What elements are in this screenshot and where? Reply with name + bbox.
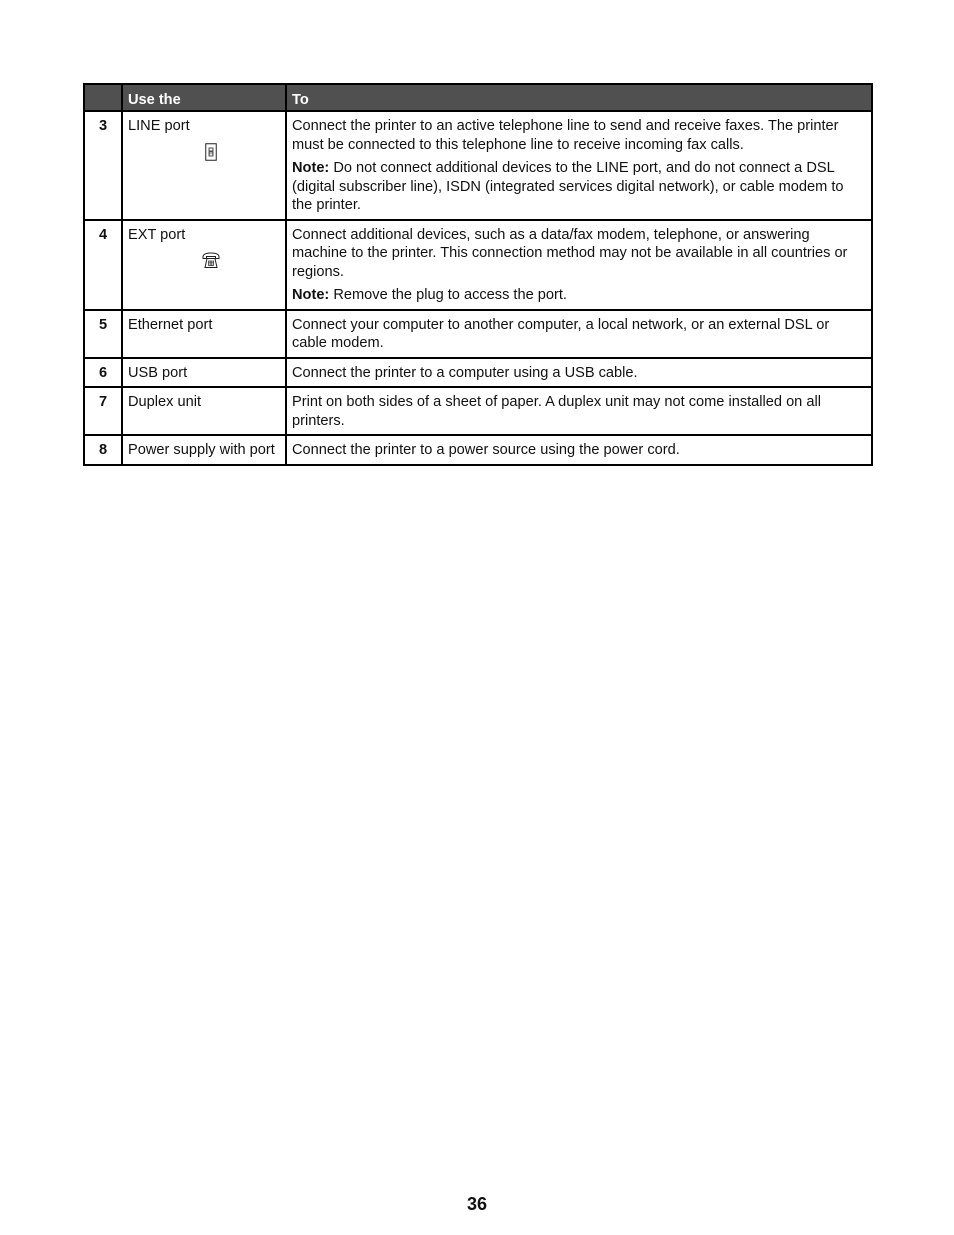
row-use-label: Ethernet port bbox=[122, 310, 286, 358]
row-number: 8 bbox=[84, 435, 122, 465]
table-row bbox=[84, 435, 872, 465]
telephone-icon bbox=[201, 251, 221, 269]
table-row bbox=[84, 111, 872, 220]
row-description: Connect your computer to another computer, a local network, or an external DSL or cable modem. bbox=[286, 310, 872, 358]
row-use-cell bbox=[122, 111, 286, 220]
table-row bbox=[84, 220, 872, 310]
page-number: 36 bbox=[466, 1194, 488, 1214]
table-row bbox=[84, 387, 872, 435]
row-description: Print on both sides of a sheet of paper. A duplex unit may not come installed on all printers. bbox=[286, 387, 872, 435]
table-row bbox=[84, 358, 872, 388]
row-number: 5 bbox=[84, 310, 122, 358]
note-label: Note: bbox=[292, 160, 330, 176]
ports-table bbox=[83, 83, 873, 466]
row-number: 7 bbox=[84, 387, 122, 435]
row-description-cell bbox=[286, 220, 872, 310]
row-use-label: Duplex unit bbox=[122, 387, 286, 435]
table-row bbox=[84, 310, 872, 358]
row-use-label: EXT port bbox=[128, 226, 186, 243]
table-header-row bbox=[84, 84, 872, 111]
header-to: To bbox=[286, 84, 872, 111]
row-description: Connect the printer to a computer using a USB cable. bbox=[286, 358, 872, 388]
table-header bbox=[84, 84, 872, 111]
row-number: 6 bbox=[84, 358, 122, 388]
row-note bbox=[292, 159, 866, 215]
row-description: Connect the printer to a power source using the power cord. bbox=[286, 435, 872, 465]
row-use-cell bbox=[122, 220, 286, 310]
row-number: 3 bbox=[84, 111, 122, 220]
row-description: Connect the printer to an active telephone line to send and receive faxes. The printer must be connected to this telephone line to receive incoming fax calls. bbox=[292, 118, 839, 153]
header-number bbox=[84, 84, 122, 111]
note-text: Remove the plug to access the port. bbox=[329, 287, 567, 303]
row-use-label: USB port bbox=[122, 358, 286, 388]
row-description: Connect additional devices, such as a data/fax modem, telephone, or answering machine to the printer. This connection method may not be available in all countries or regions. bbox=[292, 226, 848, 280]
row-use-label: Power supply with port bbox=[122, 435, 286, 465]
line-port-icon bbox=[205, 143, 217, 161]
row-description-cell bbox=[286, 111, 872, 220]
note-text: Do not connect additional devices to the LINE port, and do not connect a DSL (digital subscriber line), ISDN (integrated services digital network), or cable modem to the printer. bbox=[292, 160, 844, 213]
note-label: Note: bbox=[292, 287, 330, 303]
row-number: 4 bbox=[84, 220, 122, 310]
row-use-label: LINE port bbox=[128, 118, 190, 134]
row-note bbox=[292, 286, 866, 305]
header-use-the: Use the bbox=[122, 84, 286, 111]
